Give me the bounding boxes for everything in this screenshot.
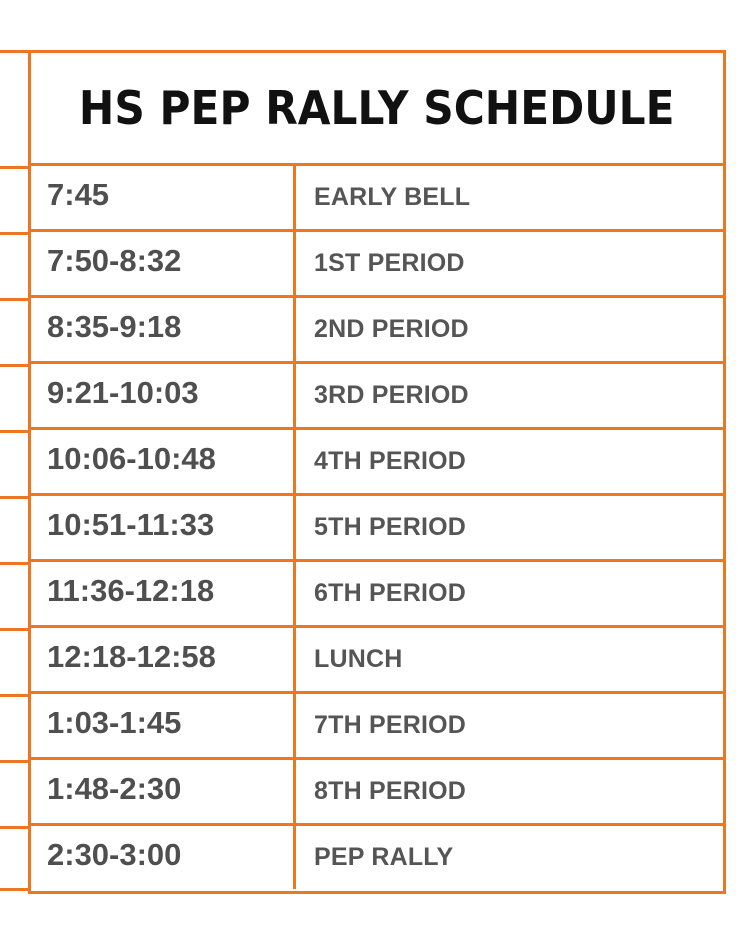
period-text: LUNCH xyxy=(314,645,403,673)
period-cell xyxy=(296,496,723,559)
period-cell xyxy=(296,562,723,625)
divider xyxy=(0,430,28,433)
time-cell xyxy=(31,430,296,493)
period-text: 4TH PERIOD xyxy=(314,447,467,475)
period-cell xyxy=(296,232,723,295)
schedule-table xyxy=(28,50,726,894)
time-text: 7:50-8:32 xyxy=(47,242,182,278)
schedule-rows xyxy=(31,166,723,889)
divider xyxy=(0,232,28,235)
divider xyxy=(0,628,28,631)
time-text: 10:06-10:48 xyxy=(47,440,216,476)
time-cell xyxy=(31,562,296,625)
period-cell xyxy=(296,694,723,757)
table-row xyxy=(31,166,723,232)
divider xyxy=(0,50,28,53)
period-cell xyxy=(296,298,723,361)
table-row xyxy=(31,496,723,562)
period-cell xyxy=(296,364,723,427)
time-text: 2:30-3:00 xyxy=(47,836,182,872)
table-row xyxy=(31,694,723,760)
time-cell xyxy=(31,298,296,361)
table-row xyxy=(31,628,723,694)
divider xyxy=(0,694,28,697)
period-cell xyxy=(296,430,723,493)
divider xyxy=(0,364,28,367)
time-cell xyxy=(31,166,296,229)
time-text: 12:18-12:58 xyxy=(47,638,216,674)
divider xyxy=(0,888,28,891)
period-cell xyxy=(296,628,723,691)
period-text: 7TH PERIOD xyxy=(314,711,467,739)
page-title: HS PEP RALLY SCHEDULE xyxy=(79,81,675,135)
period-text: 6TH PERIOD xyxy=(314,579,467,607)
divider xyxy=(0,298,28,301)
table-row xyxy=(31,364,723,430)
period-cell xyxy=(296,826,723,889)
time-text: 8:35-9:18 xyxy=(47,308,182,344)
time-text: 1:03-1:45 xyxy=(47,704,182,740)
divider xyxy=(0,166,28,169)
time-text: 1:48-2:30 xyxy=(47,770,182,806)
time-cell xyxy=(31,232,296,295)
time-text: 10:51-11:33 xyxy=(47,506,215,542)
table-row xyxy=(31,562,723,628)
period-text: 2ND PERIOD xyxy=(314,315,469,343)
divider xyxy=(0,826,28,829)
divider xyxy=(0,496,28,499)
period-text: 8TH PERIOD xyxy=(314,777,467,805)
period-text: 5TH PERIOD xyxy=(314,513,467,541)
period-cell xyxy=(296,760,723,823)
period-text: EARLY BELL xyxy=(314,183,471,211)
time-cell xyxy=(31,826,296,889)
table-row xyxy=(31,232,723,298)
table-row xyxy=(31,430,723,496)
time-cell xyxy=(31,760,296,823)
time-text: 7:45 xyxy=(47,176,110,212)
table-row xyxy=(31,826,723,889)
title-cell xyxy=(31,53,723,166)
table-row xyxy=(31,298,723,364)
period-text: 3RD PERIOD xyxy=(314,381,469,409)
period-text: PEP RALLY xyxy=(314,843,454,871)
time-cell xyxy=(31,628,296,691)
time-text: 9:21-10:03 xyxy=(47,374,199,410)
divider xyxy=(0,760,28,763)
period-text: 1ST PERIOD xyxy=(314,249,465,277)
divider xyxy=(0,562,28,565)
adjacent-table-edge xyxy=(0,50,28,891)
time-text: 11:36-12:18 xyxy=(47,572,215,608)
time-cell xyxy=(31,364,296,427)
time-cell xyxy=(31,496,296,559)
table-row xyxy=(31,760,723,826)
period-cell xyxy=(296,166,723,229)
time-cell xyxy=(31,694,296,757)
